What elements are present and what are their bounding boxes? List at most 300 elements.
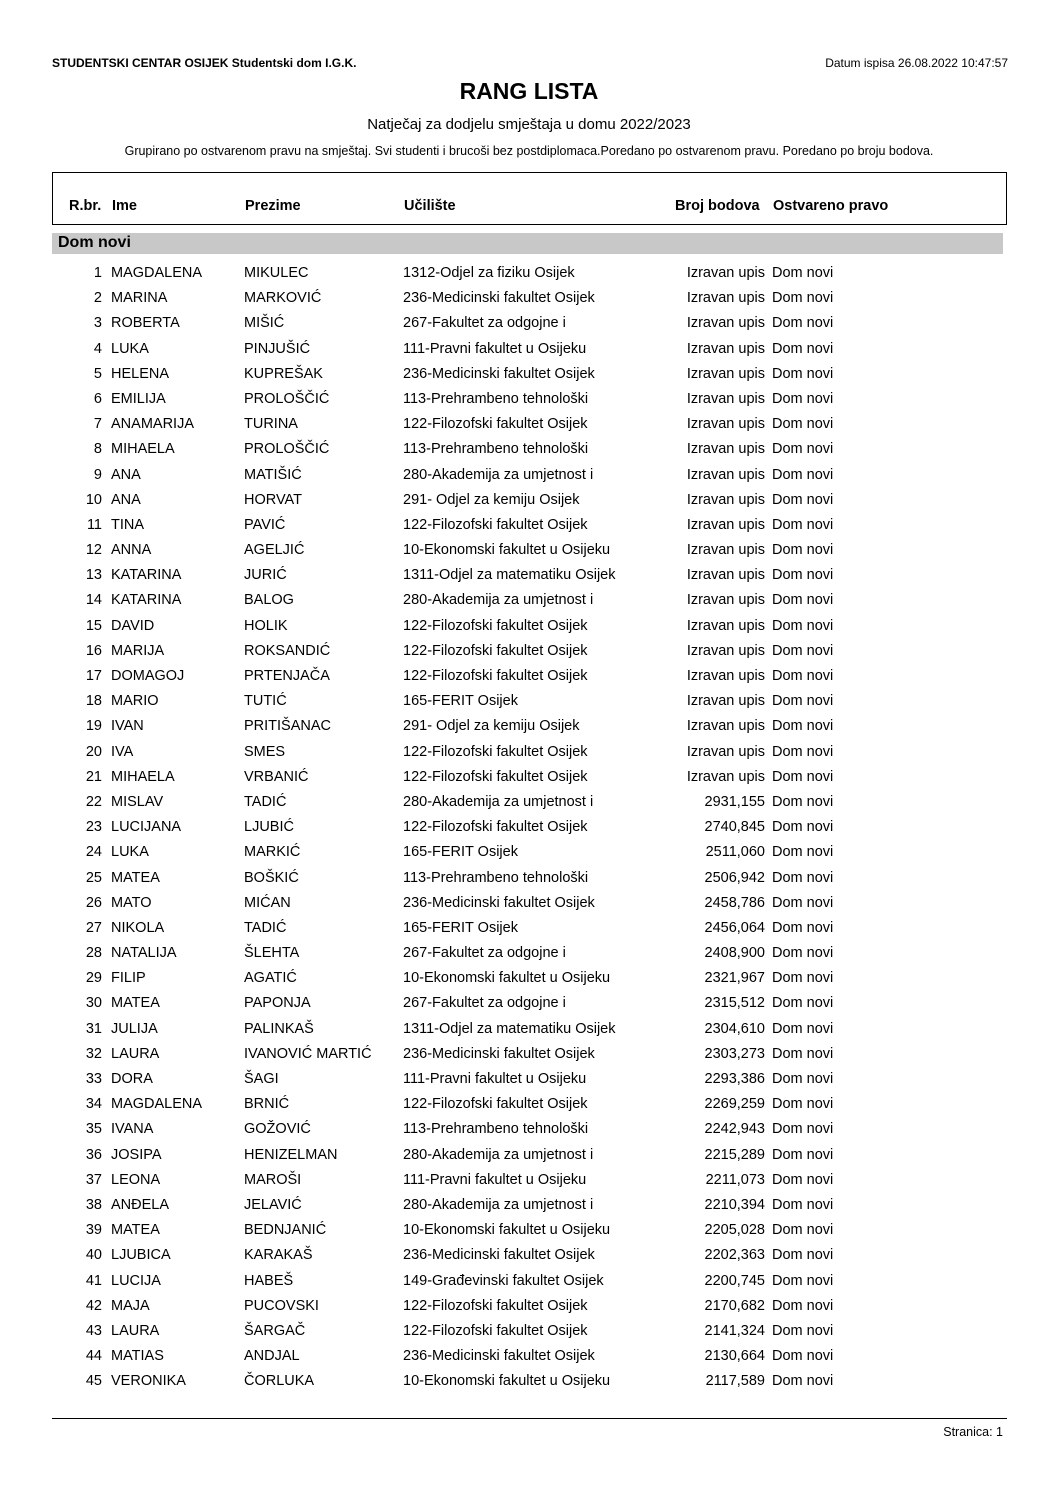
cell-last-name: PAPONJA — [244, 995, 311, 1012]
cell-points: Izravan upis — [686, 516, 765, 533]
cell-first-name: ANAMARIJA — [111, 416, 194, 433]
cell-rank: 40 — [85, 1247, 102, 1264]
table-row — [52, 338, 1003, 363]
cell-first-name: MAGDALENA — [111, 265, 203, 281]
table-row — [52, 992, 1003, 1017]
cell-points: Izravan upis — [686, 416, 765, 433]
table-row — [52, 1169, 1003, 1194]
cell-points: 2303,273 — [704, 1045, 765, 1062]
cell-points: 2170,682 — [704, 1297, 765, 1314]
cell-right: Dom novi — [772, 945, 834, 962]
page-subtitle: Natječaj za dodjelu smještaja u domu 2022/2023 — [367, 116, 691, 133]
cell-first-name: MATEA — [111, 869, 160, 886]
cell-points: Izravan upis — [686, 617, 765, 634]
cell-first-name: LAURA — [111, 1322, 160, 1339]
cell-institution: 1311-Odjel za matematiku Osijek — [403, 567, 616, 584]
cell-first-name: IVAN — [111, 718, 144, 735]
cell-rank: 37 — [85, 1171, 102, 1188]
cell-institution: 280-Akademija za umjetnost i — [403, 793, 594, 810]
col-uciliste: Učilište — [404, 198, 456, 214]
table-row — [52, 1144, 1003, 1169]
filter-description: Grupirano po ostvarenom pravu na smještaj. Svi studenti i brucoši bez postdiplomaca.Poredano po ostvarenom pravu. Poredano po broju bodova. — [124, 144, 934, 158]
cell-rank: 4 — [93, 340, 102, 357]
cell-institution: 122-Filozofski fakultet Osijek — [403, 743, 588, 760]
cell-rank: 45 — [85, 1373, 102, 1390]
cell-points: 2215,289 — [704, 1146, 765, 1163]
cell-rank: 31 — [85, 1020, 102, 1037]
cell-last-name: VRBANIĆ — [244, 768, 309, 785]
cell-rank: 10 — [85, 491, 102, 508]
cell-last-name: PRITIŠANAC — [244, 718, 332, 735]
cell-rank: 27 — [85, 919, 102, 936]
cell-last-name: JURIĆ — [244, 567, 287, 584]
cell-last-name: MIĆAN — [244, 894, 291, 911]
cell-last-name: MARKOVIĆ — [244, 290, 322, 307]
cell-first-name: MATO — [111, 894, 152, 911]
table-row — [52, 363, 1003, 388]
cell-last-name: PINJUŠIĆ — [244, 340, 311, 357]
cell-institution: 267-Fakultet za odgojne i — [403, 995, 566, 1012]
group-header — [52, 233, 1003, 254]
cell-first-name: MIHAELA — [111, 441, 175, 458]
cell-last-name: HENIZELMAN — [244, 1146, 338, 1163]
cell-rank: 42 — [85, 1297, 102, 1314]
cell-first-name: HELENA — [111, 365, 170, 382]
cell-points: 2740,845 — [704, 819, 765, 836]
cell-points: Izravan upis — [686, 290, 765, 307]
table-row — [52, 741, 1003, 766]
cell-points: 2293,386 — [704, 1071, 765, 1087]
cell-rank: 24 — [85, 844, 102, 861]
cell-first-name: JOSIPA — [111, 1146, 162, 1163]
cell-last-name: BOŠKIĆ — [244, 869, 299, 886]
cell-rank: 26 — [85, 894, 102, 911]
cell-first-name: JULIJA — [111, 1020, 158, 1037]
table-row — [52, 942, 1003, 967]
cell-institution: 122-Filozofski fakultet Osijek — [403, 819, 588, 836]
cell-right: Dom novi — [772, 542, 834, 559]
cell-first-name: MAGDALENA — [111, 1096, 203, 1113]
cell-institution: 280-Akademija za umjetnost i — [403, 1146, 594, 1163]
cell-points: Izravan upis — [686, 642, 765, 659]
table-row — [52, 262, 1003, 287]
cell-rank: 41 — [85, 1272, 102, 1289]
table-row — [52, 287, 1003, 312]
table-row — [52, 413, 1003, 438]
cell-first-name: MARIO — [111, 693, 159, 710]
cell-points: 2211,073 — [705, 1171, 765, 1188]
cell-first-name: MISLAV — [111, 793, 164, 810]
cell-last-name: BALOG — [244, 592, 294, 609]
cell-points: 2117,589 — [705, 1373, 765, 1390]
cell-last-name: ŠLEHTA — [244, 945, 300, 962]
footer-divider — [52, 1418, 1007, 1419]
cell-last-name: MATIŠIĆ — [244, 466, 302, 483]
cell-right: Dom novi — [772, 1121, 834, 1138]
cell-right: Dom novi — [772, 1096, 834, 1113]
cell-right: Dom novi — [772, 819, 834, 836]
page-title: RANG LISTA — [459, 78, 599, 104]
cell-rank: 17 — [85, 668, 102, 684]
cell-rank: 5 — [93, 365, 102, 382]
table-row — [52, 867, 1003, 892]
cell-rank: 11 — [86, 516, 102, 533]
cell-institution: 291- Odjel za kemiju Osijek — [403, 718, 580, 735]
cell-rank: 39 — [85, 1222, 102, 1239]
cell-points: 2458,786 — [704, 894, 765, 911]
cell-right: Dom novi — [772, 365, 834, 382]
table-row — [52, 791, 1003, 816]
cell-rank: 35 — [85, 1121, 102, 1138]
cell-rank: 25 — [85, 869, 102, 886]
cell-right: Dom novi — [772, 1020, 834, 1037]
cell-rank: 30 — [85, 995, 102, 1012]
cell-first-name: DAVID — [111, 617, 155, 634]
cell-last-name: MAROŠI — [244, 1171, 302, 1188]
cell-last-name: PROLOŠČIĆ — [244, 390, 330, 407]
cell-last-name: MIKULEC — [244, 265, 309, 281]
cell-right: Dom novi — [772, 1373, 834, 1390]
cell-last-name: HABEŠ — [244, 1272, 294, 1289]
cell-institution: 122-Filozofski fakultet Osijek — [403, 516, 588, 533]
cell-last-name: PUCOVSKI — [244, 1297, 319, 1314]
cell-last-name: TUTIĆ — [244, 693, 287, 710]
cell-first-name: IVA — [111, 743, 134, 760]
cell-rank: 28 — [85, 945, 102, 962]
table-row — [52, 539, 1003, 564]
cell-first-name: LUKA — [111, 340, 149, 357]
cell-rank: 23 — [85, 819, 102, 836]
cell-institution: 122-Filozofski fakultet Osijek — [403, 642, 588, 659]
table-row — [52, 715, 1003, 740]
cell-institution: 10-Ekonomski fakultet u Osijeku — [403, 1222, 611, 1239]
cell-points: Izravan upis — [686, 466, 765, 483]
cell-institution: 236-Medicinski fakultet Osijek — [403, 894, 595, 911]
cell-right: Dom novi — [772, 970, 834, 987]
cell-points: Izravan upis — [686, 390, 765, 407]
cell-points: 2511,060 — [705, 844, 765, 861]
cell-points: Izravan upis — [686, 265, 765, 281]
cell-last-name: MIŠIĆ — [244, 315, 285, 332]
cell-right: Dom novi — [772, 1222, 834, 1239]
cell-rank: 13 — [85, 567, 102, 584]
cell-right: Dom novi — [772, 844, 834, 861]
cell-institution: 122-Filozofski fakultet Osijek — [403, 1096, 588, 1113]
cell-last-name: PROLOŠČIĆ — [244, 441, 330, 458]
cell-last-name: TADIĆ — [244, 919, 287, 936]
cell-right: Dom novi — [772, 592, 834, 609]
cell-last-name: HOLIK — [244, 617, 288, 634]
cell-rank: 21 — [85, 768, 102, 785]
cell-first-name: MIHAELA — [111, 768, 175, 785]
table-row — [52, 1295, 1003, 1320]
cell-institution: 113-Prehrambeno tehnološki — [403, 869, 589, 886]
table-row — [52, 1244, 1003, 1269]
cell-right: Dom novi — [772, 1272, 834, 1289]
cell-last-name: PAVIĆ — [244, 516, 286, 533]
cell-points: 2931,155 — [704, 793, 765, 810]
cell-rank: 6 — [93, 390, 102, 407]
cell-points: Izravan upis — [686, 542, 765, 559]
column-header — [52, 172, 1007, 225]
cell-points: Izravan upis — [686, 668, 765, 684]
cell-last-name: PALINKAŠ — [244, 1020, 314, 1037]
table-row — [52, 514, 1003, 539]
cell-institution: 113-Prehrambeno tehnološki — [403, 441, 589, 458]
table-row — [52, 892, 1003, 917]
cell-last-name: AGATIĆ — [244, 970, 297, 987]
cell-right: Dom novi — [772, 617, 834, 634]
cell-points: 2304,610 — [704, 1020, 765, 1037]
cell-first-name: MARINA — [111, 290, 168, 307]
cell-points: Izravan upis — [686, 768, 765, 785]
cell-institution: 10-Ekonomski fakultet u Osijeku — [403, 970, 611, 987]
cell-rank: 9 — [93, 466, 102, 483]
cell-last-name: PRTENJAČA — [244, 668, 330, 684]
cell-right: Dom novi — [772, 290, 834, 307]
cell-institution: 122-Filozofski fakultet Osijek — [403, 1322, 588, 1339]
cell-institution: 122-Filozofski fakultet Osijek — [403, 416, 588, 433]
cell-rank: 16 — [85, 642, 102, 659]
cell-points: 2130,664 — [704, 1348, 765, 1365]
cell-points: Izravan upis — [686, 592, 765, 609]
cell-first-name: EMILIJA — [111, 390, 166, 407]
cell-institution: 1312-Odjel za fiziku Osijek — [403, 265, 575, 281]
cell-right: Dom novi — [772, 1045, 834, 1062]
cell-points: 2269,259 — [704, 1096, 765, 1113]
cell-right: Dom novi — [772, 743, 834, 760]
cell-institution: 267-Fakultet za odgojne i — [403, 315, 566, 332]
table-row — [52, 615, 1003, 640]
table-row — [52, 917, 1003, 942]
cell-institution: 280-Akademija za umjetnost i — [403, 466, 594, 483]
cell-institution: 111-Pravni fakultet u Osijeku — [403, 1171, 587, 1188]
cell-first-name: FILIP — [111, 970, 146, 987]
cell-points: Izravan upis — [686, 315, 765, 332]
cell-last-name: ŠAGI — [244, 1071, 279, 1087]
table-row — [52, 1118, 1003, 1143]
cell-institution: 10-Ekonomski fakultet u Osijeku — [403, 542, 611, 559]
cell-institution: 122-Filozofski fakultet Osijek — [403, 1297, 588, 1314]
cell-right: Dom novi — [772, 1196, 834, 1213]
cell-rank: 8 — [93, 441, 102, 458]
cell-institution: 111-Pravni fakultet u Osijeku — [403, 340, 587, 357]
cell-points: 2202,363 — [704, 1247, 765, 1264]
cell-rank: 33 — [85, 1071, 102, 1087]
table-row — [52, 438, 1003, 463]
col-bodovi: Broj bodova — [675, 198, 760, 214]
table-row — [52, 312, 1003, 337]
cell-institution: 149-Građevinski fakultet Osijek — [403, 1272, 604, 1289]
cell-points: Izravan upis — [686, 340, 765, 357]
cell-right: Dom novi — [772, 315, 834, 332]
cell-institution: 165-FERIT Osijek — [403, 844, 518, 861]
table-row — [52, 841, 1003, 866]
cell-right: Dom novi — [772, 390, 834, 407]
cell-first-name: MATEA — [111, 1222, 160, 1239]
cell-first-name: ANĐELA — [111, 1196, 170, 1213]
cell-rank: 20 — [85, 743, 102, 760]
cell-first-name: MAJA — [111, 1297, 150, 1314]
cell-last-name: KUPREŠAK — [244, 365, 323, 382]
col-rbr: R.br. — [69, 198, 102, 214]
cell-rank: 18 — [85, 693, 102, 710]
table-row — [52, 1093, 1003, 1118]
cell-right: Dom novi — [772, 265, 834, 281]
cell-institution: 267-Fakultet za odgojne i — [403, 945, 566, 962]
cell-rank: 44 — [85, 1348, 102, 1365]
cell-last-name: ČORLUKA — [244, 1373, 315, 1390]
cell-last-name: HORVAT — [244, 491, 303, 508]
cell-rank: 29 — [85, 970, 102, 987]
cell-institution: 236-Medicinski fakultet Osijek — [403, 1247, 595, 1264]
cell-first-name: NATALIJA — [111, 945, 177, 962]
cell-first-name: ANA — [111, 466, 141, 483]
cell-institution: 236-Medicinski fakultet Osijek — [403, 1045, 595, 1062]
cell-institution: 291- Odjel za kemiju Osijek — [403, 491, 580, 508]
cell-right: Dom novi — [772, 793, 834, 810]
table-row — [52, 1018, 1003, 1043]
cell-rank: 15 — [85, 617, 102, 634]
table-row — [52, 1043, 1003, 1068]
cell-last-name: ŠARGAČ — [244, 1322, 306, 1339]
table-row — [52, 1370, 1003, 1395]
cell-first-name: DORA — [111, 1071, 153, 1087]
col-prezime: Prezime — [245, 198, 301, 214]
cell-first-name: NIKOLA — [111, 919, 165, 936]
cell-rank: 34 — [85, 1096, 102, 1113]
cell-last-name: JELAVIĆ — [244, 1196, 302, 1213]
table-row — [52, 1345, 1003, 1370]
table-row — [52, 665, 1003, 690]
cell-institution: 122-Filozofski fakultet Osijek — [403, 668, 588, 684]
cell-rank: 43 — [85, 1322, 102, 1339]
cell-institution: 236-Medicinski fakultet Osijek — [403, 1348, 595, 1365]
cell-points: 2205,028 — [704, 1222, 765, 1239]
cell-right: Dom novi — [772, 491, 834, 508]
cell-first-name: LJUBICA — [111, 1247, 171, 1264]
cell-points: Izravan upis — [686, 441, 765, 458]
cell-right: Dom novi — [772, 642, 834, 659]
cell-institution: 122-Filozofski fakultet Osijek — [403, 768, 588, 785]
cell-right: Dom novi — [772, 516, 834, 533]
group-label: Dom novi — [58, 234, 131, 251]
cell-rank: 32 — [85, 1045, 102, 1062]
table-row — [52, 564, 1003, 589]
cell-institution: 111-Pravni fakultet u Osijeku — [403, 1071, 587, 1087]
cell-right: Dom novi — [772, 768, 834, 785]
cell-institution: 1311-Odjel za matematiku Osijek — [403, 1020, 616, 1037]
cell-last-name: MARKIĆ — [244, 844, 301, 861]
table-row — [52, 464, 1003, 489]
cell-last-name: ROKSANDIĆ — [244, 642, 331, 659]
cell-first-name: LAURA — [111, 1045, 160, 1062]
cell-right: Dom novi — [772, 1071, 834, 1087]
cell-last-name: KARAKAŠ — [244, 1247, 313, 1264]
table-row — [52, 1270, 1003, 1295]
cell-right: Dom novi — [772, 668, 834, 684]
table-row — [52, 1194, 1003, 1219]
table-row — [52, 816, 1003, 841]
cell-right: Dom novi — [772, 1171, 834, 1188]
cell-points: 2210,394 — [704, 1196, 765, 1213]
cell-right: Dom novi — [772, 1247, 834, 1264]
print-date: Datum ispisa 26.08.2022 10:47:57 — [825, 56, 1008, 70]
cell-rank: 19 — [85, 718, 102, 735]
cell-institution: 113-Prehrambeno tehnološki — [403, 1121, 589, 1138]
cell-last-name: BRNIĆ — [244, 1096, 290, 1113]
cell-rank: 36 — [85, 1146, 102, 1163]
cell-points: 2456,064 — [704, 919, 765, 936]
cell-right: Dom novi — [772, 718, 834, 735]
cell-points: 2141,324 — [704, 1322, 765, 1339]
cell-right: Dom novi — [772, 416, 834, 433]
cell-first-name: ANNA — [111, 542, 152, 559]
cell-points: 2408,900 — [704, 945, 765, 962]
cell-first-name: MATEA — [111, 995, 160, 1012]
cell-institution: 165-FERIT Osijek — [403, 693, 518, 710]
cell-last-name: ANDJAL — [244, 1348, 300, 1365]
cell-last-name: SMES — [244, 743, 286, 760]
cell-last-name: BEDNJANIĆ — [244, 1222, 327, 1239]
cell-first-name: MATIAS — [111, 1348, 164, 1365]
cell-last-name: TADIĆ — [244, 793, 287, 810]
table-row — [52, 1320, 1003, 1345]
cell-first-name: TINA — [111, 516, 145, 533]
cell-points: 2315,512 — [704, 995, 765, 1012]
cell-points: 2200,745 — [704, 1272, 765, 1289]
table-row — [52, 690, 1003, 715]
cell-institution: 280-Akademija za umjetnost i — [403, 1196, 594, 1213]
cell-right: Dom novi — [772, 1348, 834, 1365]
cell-first-name: LUCIJA — [111, 1272, 161, 1289]
cell-first-name: DOMAGOJ — [111, 668, 185, 684]
cell-first-name: LEONA — [111, 1171, 161, 1188]
cell-points: Izravan upis — [686, 743, 765, 760]
cell-right: Dom novi — [772, 1146, 834, 1163]
ranking-table — [52, 262, 1003, 1395]
cell-rank: 1 — [93, 265, 102, 281]
cell-institution: 113-Prehrambeno tehnološki — [403, 390, 589, 407]
cell-right: Dom novi — [772, 919, 834, 936]
table-row — [52, 766, 1003, 791]
cell-last-name: TURINA — [244, 416, 298, 433]
cell-right: Dom novi — [772, 466, 834, 483]
cell-right: Dom novi — [772, 1297, 834, 1314]
col-ime: Ime — [112, 198, 137, 214]
cell-right: Dom novi — [772, 1322, 834, 1339]
cell-first-name: KATARINA — [111, 567, 182, 584]
cell-last-name: GOŽOVIĆ — [244, 1121, 311, 1138]
cell-institution: 236-Medicinski fakultet Osijek — [403, 365, 595, 382]
cell-institution: 280-Akademija za umjetnost i — [403, 592, 594, 609]
cell-rank: 12 — [85, 542, 102, 559]
cell-points: 2506,942 — [704, 869, 765, 886]
cell-institution: 10-Ekonomski fakultet u Osijeku — [403, 1373, 611, 1390]
cell-right: Dom novi — [772, 340, 834, 357]
institution-header: STUDENTSKI CENTAR OSIJEK Studentski dom I.G.K. — [52, 56, 357, 70]
col-pravo: Ostvareno pravo — [773, 198, 889, 214]
cell-right: Dom novi — [772, 693, 834, 710]
cell-right: Dom novi — [772, 567, 834, 584]
cell-points: Izravan upis — [686, 567, 765, 584]
cell-rank: 14 — [85, 592, 102, 609]
cell-rank: 22 — [85, 793, 102, 810]
cell-institution: 122-Filozofski fakultet Osijek — [403, 617, 588, 634]
table-row — [52, 640, 1003, 665]
cell-rank: 3 — [93, 315, 102, 332]
cell-first-name: LUKA — [111, 844, 149, 861]
